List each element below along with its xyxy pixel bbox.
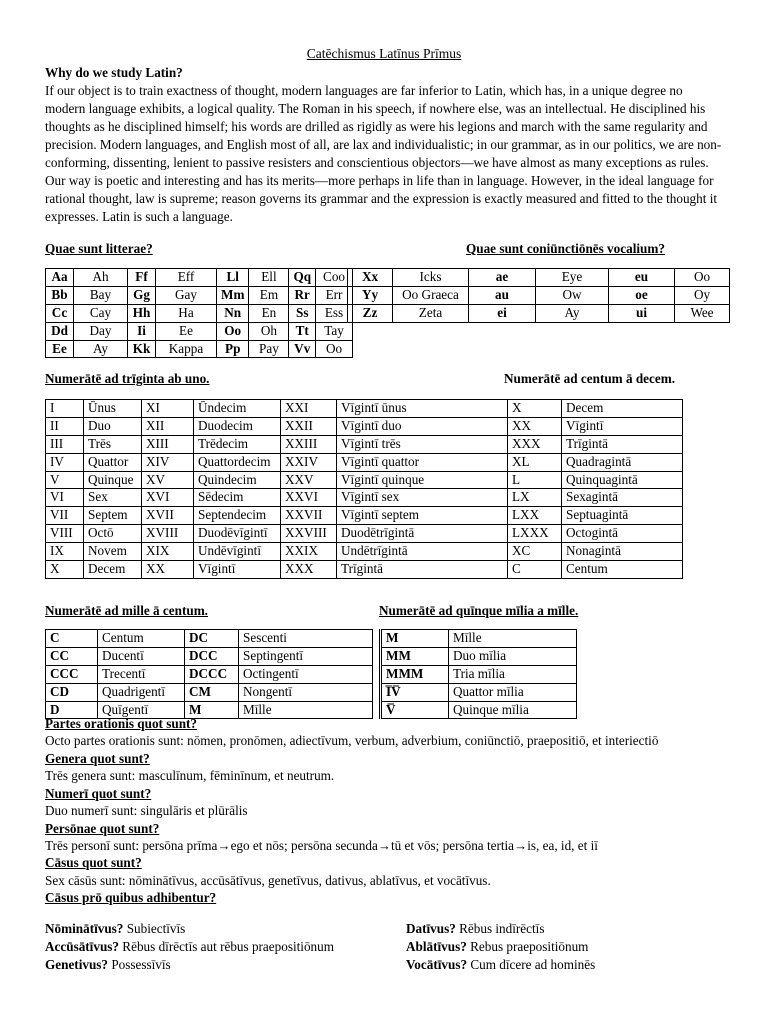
numeral-cell: XX [508, 417, 562, 435]
numeral-cell: LXX [508, 507, 562, 525]
number-word-cell: Nongentī [239, 683, 373, 701]
numeral-cell: XXVI [281, 489, 337, 507]
number-word-cell: Sēdecim [194, 489, 281, 507]
numeral-cell: XX [142, 561, 194, 579]
number-row [46, 561, 683, 579]
letter-cell: Xx [348, 269, 393, 287]
letters-row [46, 322, 353, 340]
number-word-cell: Quadrigentī [98, 683, 185, 701]
number-word-cell: Undētrīgintā [337, 543, 508, 561]
letter-name-cell: Ess [316, 304, 353, 322]
numeral-cell: DCCC [185, 665, 239, 683]
extra-row [348, 269, 730, 287]
number-word-cell: Vīgintī quattor [337, 453, 508, 471]
numbers-one-to-thirty-table [45, 399, 683, 579]
numeral-cell: XXV [281, 471, 337, 489]
number-word-cell: Trīgintā [337, 561, 508, 579]
numeral-cell: X [508, 400, 562, 418]
number-word-cell: Quinquagintā [562, 471, 683, 489]
numeral-cell: X [46, 561, 84, 579]
number-word-cell: Quindecim [194, 471, 281, 489]
number-word-cell: Ducentī [98, 647, 185, 665]
numeral-cell: D [46, 701, 98, 719]
letter-name-cell: Cay [74, 304, 128, 322]
letter-name-cell: Ell [249, 269, 289, 287]
letter-name-cell: Ay [74, 340, 128, 358]
number-word-cell: Duodecim [194, 417, 281, 435]
letter-cell: Ii [128, 322, 156, 340]
diphthong-sound-cell: Wee [675, 304, 730, 322]
numeral-cell: LX [508, 489, 562, 507]
number-word-cell: Trēdecim [194, 435, 281, 453]
number-row [46, 435, 683, 453]
document-page [45, 45, 723, 226]
grammar-question: Cāsus quot sunt? [45, 855, 142, 871]
diphthong-sound-cell: Eye [536, 269, 609, 287]
number-row [46, 453, 683, 471]
letter-cell: Bb [46, 286, 74, 304]
number-row [46, 400, 683, 418]
letter-cell: Oo [217, 322, 249, 340]
hundreds-row [46, 683, 373, 701]
case-label: Ablātīvus? [406, 938, 467, 954]
numeral-cell: XV [142, 471, 194, 489]
number-word-cell: Mīlle [239, 701, 373, 719]
thousands-row [381, 665, 577, 683]
diphthong-sound-cell: Ay [536, 304, 609, 322]
numeral-cell: XXIV [281, 453, 337, 471]
numeral-cell: CM [185, 683, 239, 701]
number-word-cell: Mīlle [449, 630, 577, 648]
number-word-cell: Septem [84, 507, 142, 525]
case-label: Nōminātīvus? [45, 921, 124, 936]
letter-name-cell: Eff [156, 269, 217, 287]
letter-name-cell: Gay [156, 286, 217, 304]
diphthong-cell: au [469, 286, 536, 304]
number-row [46, 471, 683, 489]
number-word-cell: Vīgintī trēs [337, 435, 508, 453]
number-row [46, 507, 683, 525]
count-to-five-thousand-heading: Numerātē ad quīnque mīlia a mīlle. [379, 603, 579, 618]
letter-cell: Mm [217, 286, 249, 304]
numeral-cell: DC [185, 630, 239, 648]
numeral-cell: IV [46, 453, 84, 471]
grammar-question: Genera quot sunt? [45, 750, 150, 766]
intro-question: Why do we study Latin? [45, 65, 183, 81]
number-word-cell: Vīgintī septem [337, 507, 508, 525]
grammar-answer: Trēs personī sunt: persōna prīma→ego et nōs; persōna secunda→tū et vōs; persōna tertia→is, ea, id, et iī [45, 837, 598, 853]
letter-cell: Vv [289, 340, 316, 358]
case-label: Vocātīvus? [406, 956, 468, 972]
number-word-cell: Trēs [84, 435, 142, 453]
letter-name-cell: En [249, 304, 289, 322]
letters-heading: Quae sunt litterae? [45, 241, 153, 256]
numeral-cell: XIX [142, 543, 194, 561]
numeral-cell: XXIII [281, 435, 337, 453]
case-use: Possessīvīs [111, 956, 171, 972]
numeral-cell: XXX [281, 561, 337, 579]
letter-name-cell: Oo [316, 340, 353, 358]
number-word-cell: Sescenti [239, 630, 373, 648]
numeral-cell: XXVIII [281, 525, 337, 543]
diphthong-cell: ei [469, 304, 536, 322]
letter-cell: Zz [348, 304, 393, 322]
case-use: Cum dīcere ad hominēs [470, 956, 596, 972]
number-word-cell: Octingentī [239, 665, 373, 683]
letter-cell: Pp [217, 340, 249, 358]
count-to-hundred-heading: Numerātē ad centum ā decem. [504, 371, 676, 386]
case-label: Datīvus? [406, 921, 456, 936]
numeral-cell: XVII [142, 507, 194, 525]
number-word-cell: Quinque mīlia [449, 701, 577, 719]
count-to-thousand-heading: Numerātē ad mille ā centum. [45, 603, 208, 618]
grammar-question: Numerī quot sunt? [45, 785, 152, 801]
letters-row [46, 340, 353, 358]
letter-cell: Yy [348, 286, 393, 304]
numeral-cell: IX [46, 543, 84, 561]
letters-row [46, 286, 353, 304]
number-word-cell: Vīgintī duo [337, 417, 508, 435]
letter-name-cell: Tay [316, 322, 353, 340]
numeral-cell: XXII [281, 417, 337, 435]
grammar-answer: Octo partes orationis sunt: nōmen, pronōmen, adiectīvum, verbum, adverbium, coniūnctiō, praepositiō, et interiectiō [45, 733, 659, 749]
letter-cell: Tt [289, 322, 316, 340]
number-word-cell: Decem [562, 400, 683, 418]
letters-row [46, 269, 353, 287]
case-vocative [406, 956, 595, 974]
number-word-cell: Vīgintī sex [337, 489, 508, 507]
numeral-cell: II [46, 417, 84, 435]
letter-cell: Dd [46, 322, 74, 340]
number-word-cell: Octō [84, 525, 142, 543]
grammar-qa-section [45, 715, 735, 907]
letter-name-cell: Coo [316, 269, 353, 287]
number-word-cell: Undēvīgintī [194, 543, 281, 561]
letter-cell: Aa [46, 269, 74, 287]
number-word-cell: Duodēvīgintī [194, 525, 281, 543]
numeral-cell: M [185, 701, 239, 719]
number-word-cell: Duo [84, 417, 142, 435]
letter-name-cell: Em [249, 286, 289, 304]
case-label: Genetivus? [45, 956, 109, 972]
number-word-cell: Decem [84, 561, 142, 579]
letter-name-cell: Pay [249, 340, 289, 358]
thousands-table [379, 629, 577, 719]
number-word-cell: Quattordecim [194, 453, 281, 471]
numeral-cell: XL [508, 453, 562, 471]
cases-right-column [406, 920, 595, 974]
numeral-cell: M [381, 630, 449, 648]
diphthong-sound-cell: Ow [536, 286, 609, 304]
numeral-cell: III [46, 435, 84, 453]
letter-cell: Ll [217, 269, 249, 287]
case-dative [406, 920, 595, 938]
numeral-cell: XIII [142, 435, 194, 453]
letter-cell: Ss [289, 304, 316, 322]
extra-row [348, 286, 730, 304]
letter-cell: Rr [289, 286, 316, 304]
grammar-answer: Sex cāsūs sunt: nōminātīvus, accūsātīvus, genetīvus, dativus, ablatīvus, et vocātīvus. [45, 872, 491, 888]
number-word-cell: Quattor mīlia [449, 683, 577, 701]
numeral-cell: XXVII [281, 507, 337, 525]
numeral-cell: L [508, 471, 562, 489]
grammar-question: Partes orationis quot sunt? [45, 716, 198, 731]
intro-paragraph: If our object is to train exactness of thought, modern languages are far inferior to Latin, which has, in a unique degree no modern language exhibits, a logical quality. The Roman in his speech, if nowhere else, was an intellectual. He disciplined his thoughts as he disciplined himself; his words are drilled as rigidly as were his legions and march with the same regularity and precision. Modern languages, and English most of all, are lax and individualistic; in our grammar, as in our politics, we are non-conforming, dissenting, lenient to passive resisters and conscientious objectors—we have almost as many exceptions as rules. Our way is poetic and interesting and has its merits—more perhaps in life than in language. However, in the ideal language for rational thought, law is supreme; reason governs its grammar and the expression is exactly measured and fitted to the thought it expresses. Latin is such a language. [45, 83, 722, 224]
letters-row [46, 304, 353, 322]
numeral-cell: MM [381, 647, 449, 665]
number-row [46, 543, 683, 561]
hundreds-table [45, 629, 373, 719]
grammar-question: Cāsus prō quibus adhibentur? [45, 890, 217, 906]
case-nominative [45, 920, 334, 938]
number-word-cell: Tria mīlia [449, 665, 577, 683]
number-word-cell: Ūndecim [194, 400, 281, 418]
numeral-cell: CC [46, 647, 98, 665]
letters-extra-diphthong-table [347, 268, 730, 323]
numeral-cell: C [508, 561, 562, 579]
diphthong-cell: oe [609, 286, 675, 304]
case-use: Rēbus indīrēctīs [459, 921, 545, 936]
extra-row [348, 304, 730, 322]
letter-name-cell: Oh [249, 322, 289, 340]
grammar-question: Persōnae quot sunt? [45, 820, 160, 836]
count-to-thirty-heading: Numerātē ad trīginta ab uno. [45, 371, 210, 386]
number-word-cell: Centum [562, 561, 683, 579]
numeral-cell: XVIII [142, 525, 194, 543]
number-word-cell: Nonagintā [562, 543, 683, 561]
case-ablative [406, 938, 595, 956]
hundreds-row [46, 630, 373, 648]
hundreds-row [46, 647, 373, 665]
numeral-cell: DCC [185, 647, 239, 665]
diphthong-cell: eu [609, 269, 675, 287]
number-word-cell: Quinque [84, 471, 142, 489]
case-accusative [45, 938, 334, 956]
letter-name-cell: Ee [156, 322, 217, 340]
numeral-cell: VI [46, 489, 84, 507]
case-use: Subiectīvīs [126, 921, 186, 936]
letter-cell: Ff [128, 269, 156, 287]
letter-name-cell: Zeta [393, 304, 469, 322]
letter-name-cell: Day [74, 322, 128, 340]
diphthong-sound-cell: Oy [675, 286, 730, 304]
numeral-cell: V̅ [381, 701, 449, 719]
cases-left-column [45, 920, 334, 974]
letter-name-cell: Oo Graeca [393, 286, 469, 304]
numeral-cell: XIV [142, 453, 194, 471]
hundreds-row [46, 665, 373, 683]
letter-cell: Cc [46, 304, 74, 322]
letter-name-cell: Ah [74, 269, 128, 287]
number-word-cell: Novem [84, 543, 142, 561]
thousands-row [381, 683, 577, 701]
letter-cell: Kk [128, 340, 156, 358]
diphthong-cell: ae [469, 269, 536, 287]
numeral-cell: XXIX [281, 543, 337, 561]
numeral-cell: C [46, 630, 98, 648]
number-word-cell: Vīgintī [562, 417, 683, 435]
case-use: Rebus praepositiōnum [470, 938, 589, 954]
letter-cell: Ee [46, 340, 74, 358]
numeral-cell: XXI [281, 400, 337, 418]
numeral-cell: XI [142, 400, 194, 418]
number-row [46, 489, 683, 507]
letter-name-cell: Err [316, 286, 353, 304]
number-word-cell: Trīgintā [562, 435, 683, 453]
number-word-cell: Sexagintā [562, 489, 683, 507]
number-word-cell: Vīgintī quinque [337, 471, 508, 489]
number-word-cell: Septendecim [194, 507, 281, 525]
letter-name-cell: Kappa [156, 340, 217, 358]
number-word-cell: Centum [98, 630, 185, 648]
number-word-cell: Duodētrīgintā [337, 525, 508, 543]
numeral-cell: LXXX [508, 525, 562, 543]
letter-cell: Hh [128, 304, 156, 322]
letter-cell: Nn [217, 304, 249, 322]
letter-name-cell: Ha [156, 304, 217, 322]
thousands-row [381, 647, 577, 665]
numeral-cell: MMM [381, 665, 449, 683]
letters-table [45, 268, 353, 358]
letter-name-cell: Bay [74, 286, 128, 304]
number-row [46, 417, 683, 435]
diphthong-cell: ui [609, 304, 675, 322]
letter-name-cell: Icks [393, 269, 469, 287]
letter-cell: Gg [128, 286, 156, 304]
numeral-cell: XXX [508, 435, 562, 453]
diphthong-sound-cell: Oo [675, 269, 730, 287]
numeral-cell: VIII [46, 525, 84, 543]
number-word-cell: Octogintā [562, 525, 683, 543]
grammar-answer: Trēs genera sunt: masculīnum, fēminīnum, et neutrum. [45, 768, 335, 784]
page-title: Catēchismus Latīnus Prīmus [306, 46, 462, 61]
number-word-cell: Ūnus [84, 400, 142, 418]
number-word-cell: Septingentī [239, 647, 373, 665]
thousands-row [381, 630, 577, 648]
number-word-cell: Septuagintā [562, 507, 683, 525]
numeral-cell: I̅V̅ [381, 683, 449, 701]
number-word-cell: Trecentī [98, 665, 185, 683]
number-word-cell: Sex [84, 489, 142, 507]
numeral-cell: XII [142, 417, 194, 435]
case-label: Accūsātīvus? [45, 938, 119, 954]
number-word-cell: Vīgintī ūnus [337, 400, 508, 418]
numeral-cell: VII [46, 507, 84, 525]
numeral-cell: CCC [46, 665, 98, 683]
numeral-cell: XC [508, 543, 562, 561]
number-word-cell: Vīgintī [194, 561, 281, 579]
number-word-cell: Duo mīlia [449, 647, 577, 665]
numeral-cell: XVI [142, 489, 194, 507]
letter-cell: Qq [289, 269, 316, 287]
case-use: Rēbus dīrēctīs aut rēbus praepositiōnum [122, 938, 334, 954]
numeral-cell: I [46, 400, 84, 418]
numeral-cell: V [46, 471, 84, 489]
diphthongs-heading: Quae sunt coniūnctiōnēs vocalium? [466, 241, 665, 256]
number-row [46, 525, 683, 543]
grammar-answer: Duo numerī sunt: singulāris et plūrālis [45, 803, 248, 819]
case-genitive [45, 956, 334, 974]
number-word-cell: Quadragintā [562, 453, 683, 471]
number-word-cell: Quīgentī [98, 701, 185, 719]
numeral-cell: CD [46, 683, 98, 701]
number-word-cell: Quattor [84, 453, 142, 471]
